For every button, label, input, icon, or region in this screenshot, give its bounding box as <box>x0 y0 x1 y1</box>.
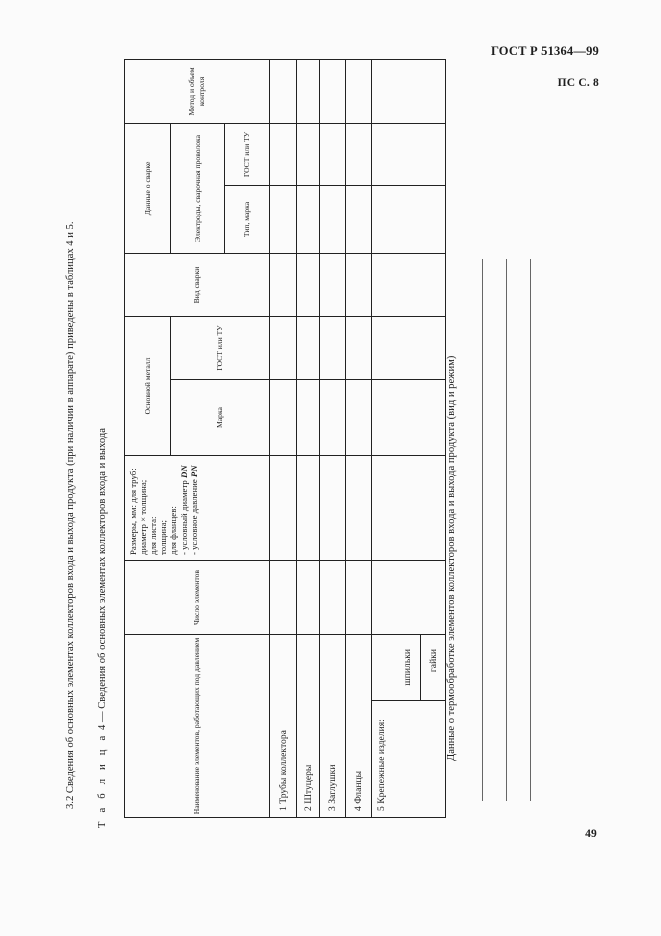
header-grade: Марка <box>171 380 270 456</box>
table-caption-number: 4 <box>97 724 108 730</box>
table-row <box>270 59 297 817</box>
table-caption-title: — Сведения об основных элементах коллекторов входа и выхода <box>97 427 108 722</box>
sizes-dn: DN <box>178 465 189 478</box>
section-paragraph: 3.2 Сведения об основных элементах коллекторов входа и выхода продукта (при наличии в аппарате) приведены в таблицах 4 и 5. <box>65 221 76 809</box>
sizes-line-1: Размеры, мм: для труб: <box>128 468 138 555</box>
sizes-line-2: диаметр × толщина; <box>138 479 149 555</box>
row-label: 5 Крепежные изделия: <box>372 701 446 818</box>
table-caption <box>97 428 108 828</box>
row-label: 2 Штуцеры <box>297 635 320 818</box>
sizes-pn: PN <box>188 465 199 478</box>
header-element-name: Наименование элементов, работающих под давлением <box>125 635 270 818</box>
header-gost-tu: ГОСТ или ТУ <box>171 316 270 379</box>
row-label: 1 Трубы коллектора <box>270 635 297 818</box>
sizes-line-4: толщина; <box>158 520 169 555</box>
blank-line <box>506 259 507 801</box>
collectors-table <box>124 59 446 818</box>
page-number: 49 <box>585 828 597 840</box>
header-base-metal: Основной металл <box>125 316 171 455</box>
header-electrodes: Электроды, сварочная проволока <box>171 123 225 253</box>
header-weld-data: Данные о сварке <box>125 123 171 253</box>
header-sizes <box>125 456 270 561</box>
subrow-label: шпильки <box>396 635 421 701</box>
table-row <box>346 59 372 817</box>
header-type-grade: Тип, марка <box>225 185 270 253</box>
sizes-line-3: для листа: <box>148 516 159 555</box>
header-control-method: Метод и объем контроля <box>125 59 270 123</box>
sheet-number: ПС С. 8 <box>557 77 599 89</box>
row-label: 3 Заглушки <box>320 635 346 818</box>
standard-code: ГОСТ Р 51364—99 <box>490 44 599 58</box>
table-row <box>297 59 320 817</box>
heat-treatment-label: Данные о термообработке элементов коллекторов входа и выхода продукта (вид и режим) <box>446 355 457 761</box>
blank-line <box>482 259 483 801</box>
header-gost-tu-2: ГОСТ или ТУ <box>225 123 270 185</box>
table-caption-prefix: Т а б л и ц а <box>97 732 108 828</box>
header-weld-type: Вид сварки <box>125 253 270 316</box>
table-row <box>372 59 396 817</box>
subrow-label: гайки <box>421 635 446 701</box>
sizes-line-6: - условный диаметр <box>178 477 189 555</box>
sizes-line-7: - условное давление <box>188 477 199 555</box>
header-element-count: Число элементов <box>125 561 270 635</box>
row-label: 4 Фланцы <box>346 635 372 818</box>
table-row <box>320 59 346 817</box>
blank-line <box>530 259 531 801</box>
sizes-line-5: для фланцев: <box>168 506 179 555</box>
